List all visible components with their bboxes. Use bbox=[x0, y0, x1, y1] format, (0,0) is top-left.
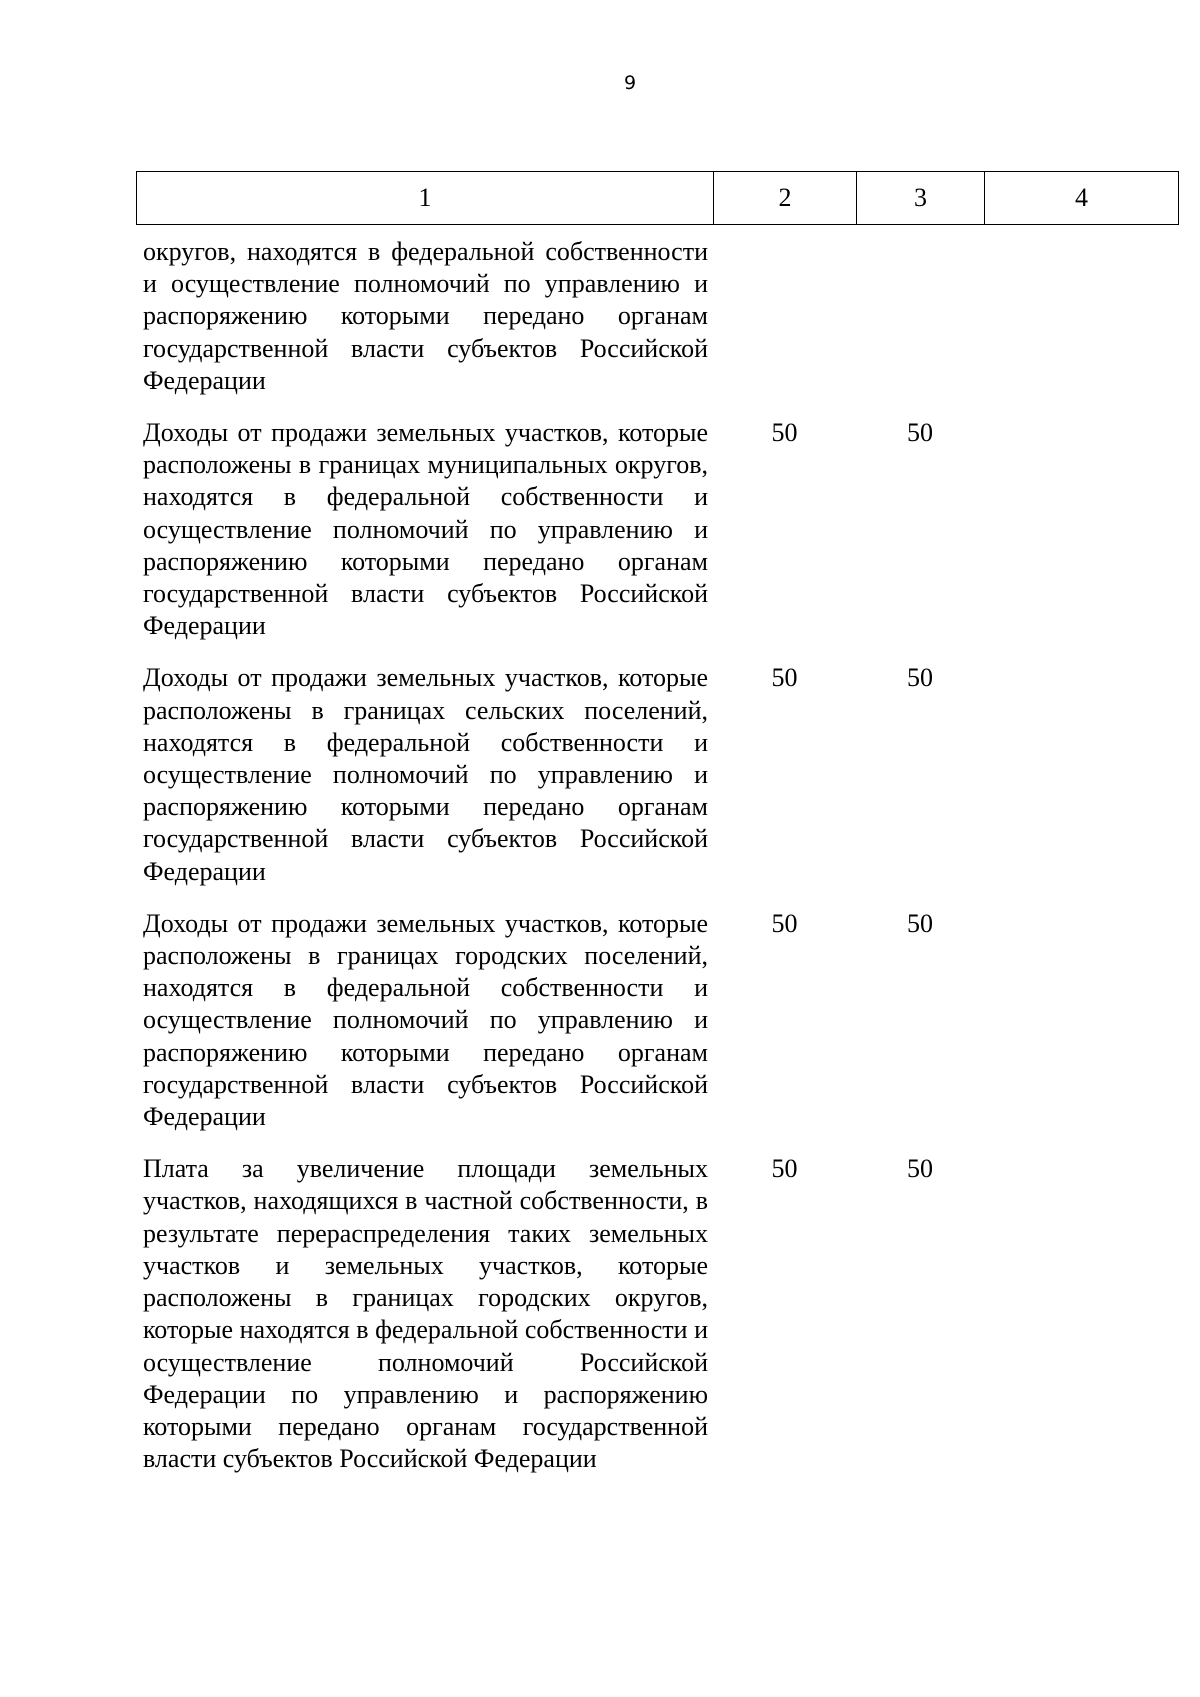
row-col-4 bbox=[984, 908, 1178, 1153]
table-header bbox=[136, 171, 1179, 225]
row-col-2: 50 bbox=[771, 908, 798, 938]
row-description: Доходы от продажи земельных участков, которые расположены в границах муниципальных округов, находятся в федеральной собственности и осуществление полномочий по управлению и распоряжению которыми передано органам государственной власти субъектов Российской Федерации bbox=[143, 418, 708, 641]
row-col-3: 50 bbox=[907, 908, 933, 938]
row-col-3: 50 bbox=[907, 418, 933, 448]
row-col-4 bbox=[984, 417, 1178, 662]
header-col-3: 3 bbox=[857, 172, 985, 225]
row-col-4 bbox=[984, 236, 1178, 417]
header-col-1: 1 bbox=[137, 172, 714, 225]
row-col-3 bbox=[856, 236, 984, 417]
row-col-3: 50 bbox=[907, 663, 933, 693]
row-col-3: 50 bbox=[907, 1154, 933, 1184]
row-description: Доходы от продажи земельных участков, которые расположены в границах сельских поселений, находятся в федеральной собственности и осуществление полномочий по управлению и распоряжению которыми передано органам государственной власти субъектов Российской Федерации bbox=[143, 663, 708, 886]
header-col-4: 4 bbox=[985, 172, 1179, 225]
row-description: Плата за увеличение площади земельных участков, находящихся в частной собственности, в результате перераспределения таких земельных участков и земельных участков, которые расположены в границах городских округов, которые находятся в федеральной собственности и осуществление полномочий Российской Федерации по управлению и распоряжению которыми передано органам государственной власти субъектов Российской Федерации bbox=[143, 1154, 708, 1474]
row-description: округов, находятся в федеральной собственности и осуществление полномочий по управлению и распоряжению которыми передано органам государственной власти субъектов Российской Федерации bbox=[143, 237, 708, 395]
table-body bbox=[136, 236, 1178, 1495]
row-col-4 bbox=[984, 662, 1178, 907]
table-row bbox=[136, 417, 1178, 662]
row-col-2: 50 bbox=[771, 1154, 798, 1184]
row-col-2: 50 bbox=[771, 663, 798, 693]
table-row bbox=[136, 662, 1178, 907]
row-col-2: 50 bbox=[771, 418, 798, 448]
table-row bbox=[136, 908, 1178, 1153]
table-row bbox=[136, 236, 1178, 417]
page-number: 9 bbox=[623, 72, 637, 94]
row-description: Доходы от продажи земельных участков, которые расположены в границах городских поселений, находятся в федеральной собственности и осуществление полномочий по управлению и распоряжению которыми передано органам государственной власти субъектов Российской Федерации bbox=[143, 908, 708, 1132]
header-col-2: 2 bbox=[714, 172, 857, 225]
header-row bbox=[137, 172, 1179, 225]
table-row bbox=[136, 1153, 1178, 1495]
row-col-2 bbox=[713, 236, 856, 417]
row-col-4 bbox=[984, 1153, 1178, 1495]
